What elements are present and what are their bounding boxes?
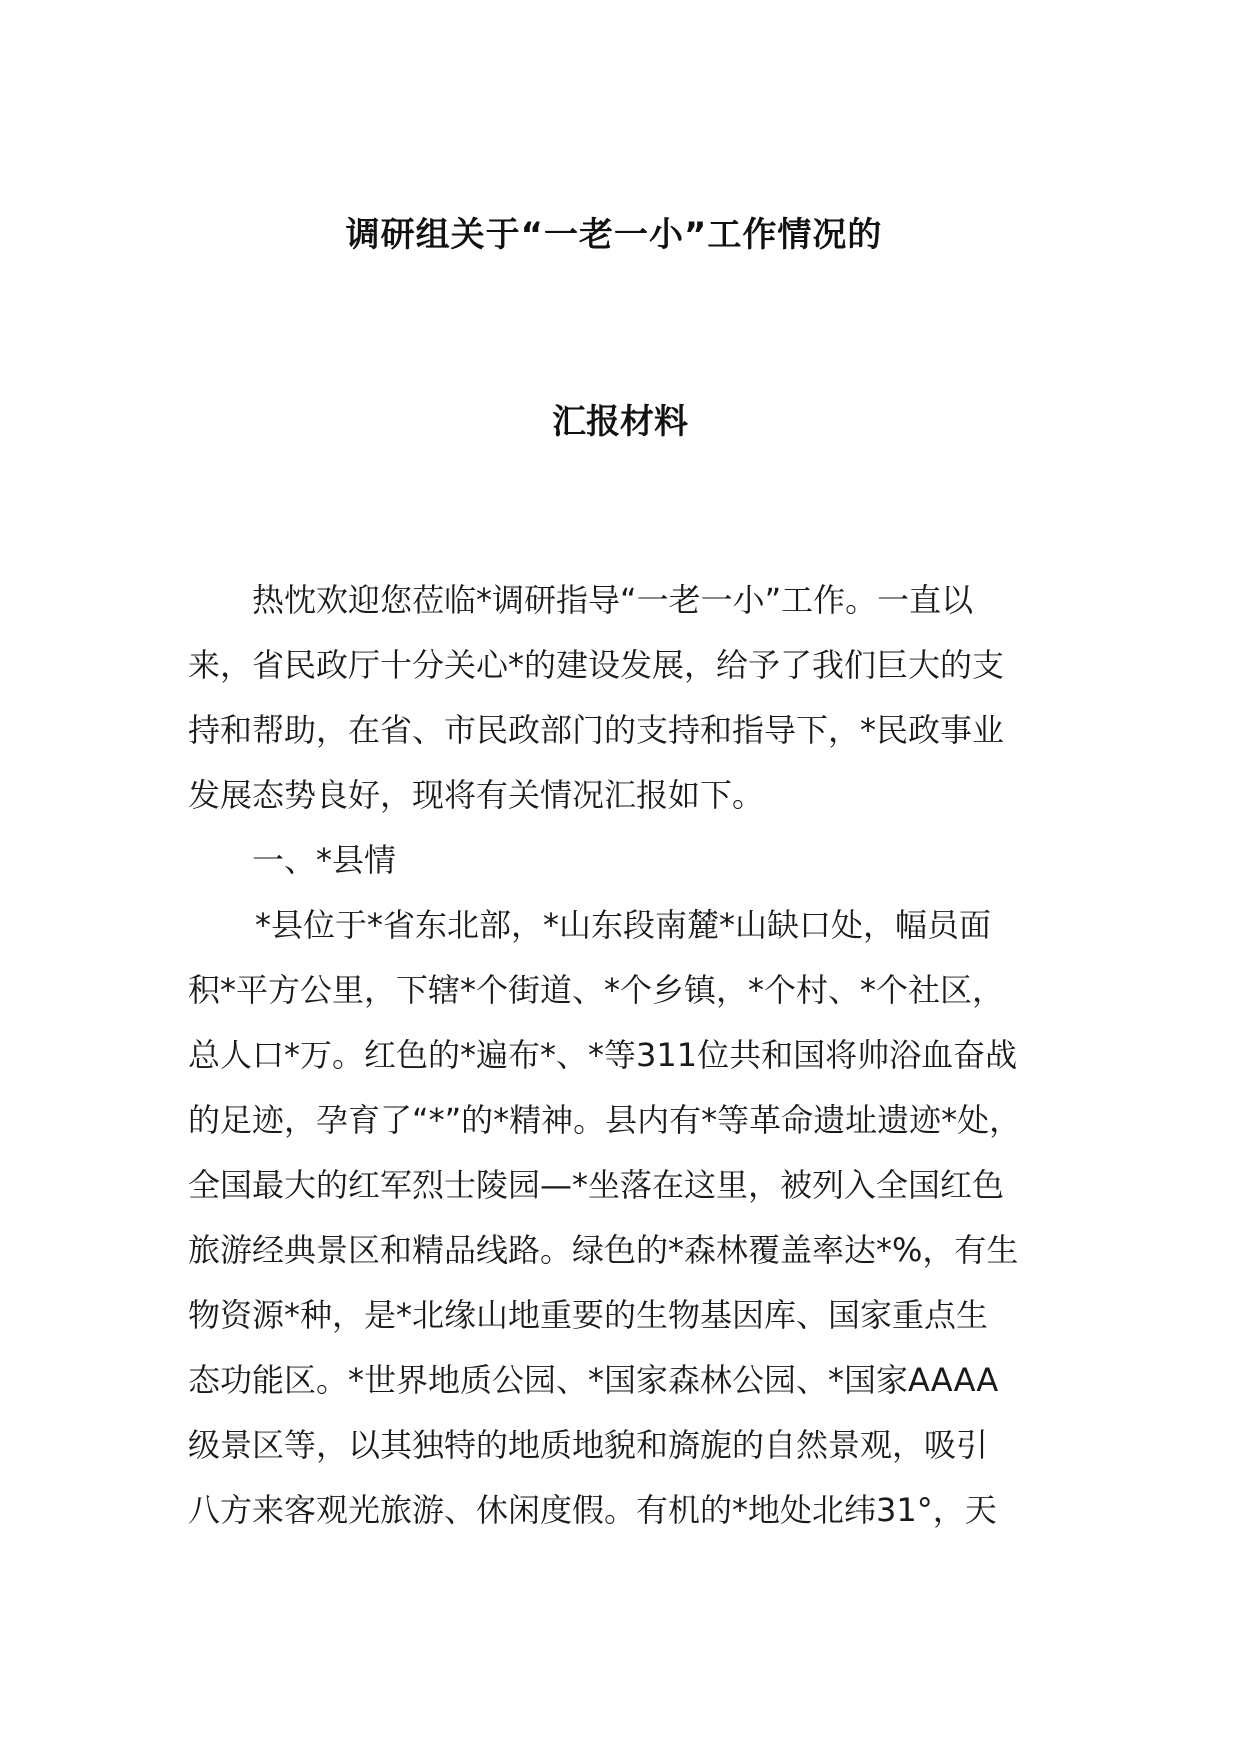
paragraph-line: 来，省民政厅十分关心*的建设发展，给予了我们巨大的支 [188, 646, 1005, 684]
paragraph-line: 热忱欢迎您莅临*调研指导“一老一小”工作。一直以 [252, 581, 974, 619]
paragraph-line: *县位于*省东北部，*山东段南麓*山缺口处，幅员面 [255, 906, 992, 944]
paragraph-line: 全国最大的红军烈士陵园—*坐落在这里，被列入全国红色 [188, 1166, 1005, 1204]
paragraph-line: 旅游经典景区和精品线路。绿色的*森林覆盖率达*%，有生 [188, 1231, 1019, 1269]
paragraph-line: 发展态势良好，现将有关情况汇报如下。 [188, 776, 765, 814]
paragraph-line: 持和帮助，在省、市民政部门的支持和指导下，*民政事业 [188, 711, 1005, 749]
document-title-line-2: 汇报材料 [552, 402, 688, 442]
paragraph-line: 态功能区。*世界地质公园、*国家森林公园、*国家AAAA [188, 1361, 999, 1399]
section-heading: 一、*县情 [252, 841, 397, 879]
paragraph-line: 积*平方公里，下辖*个街道、*个乡镇，*个村、*个社区， [188, 971, 1005, 1009]
paragraph-line: 八方来客观光旅游、休闲度假。有机的*地处北纬31°，天 [188, 1491, 997, 1529]
paragraph-line: 物资源*种，是*北缘山地重要的生物基因库、国家重点生 [188, 1296, 989, 1334]
paragraph-line: 总人口*万。红色的*遍布*、*等311位共和国将帅浴血奋战 [188, 1036, 1018, 1074]
paragraph-line: 级景区等，以其独特的地质地貌和旖旎的自然景观，吸引 [188, 1426, 989, 1464]
paragraph-line: 的足迹，孕育了“*”的*精神。县内有*等革命遗址遗迹*处， [188, 1101, 1022, 1139]
document-title-line-1: 调研组关于“一老一小”工作情况的 [345, 215, 883, 255]
